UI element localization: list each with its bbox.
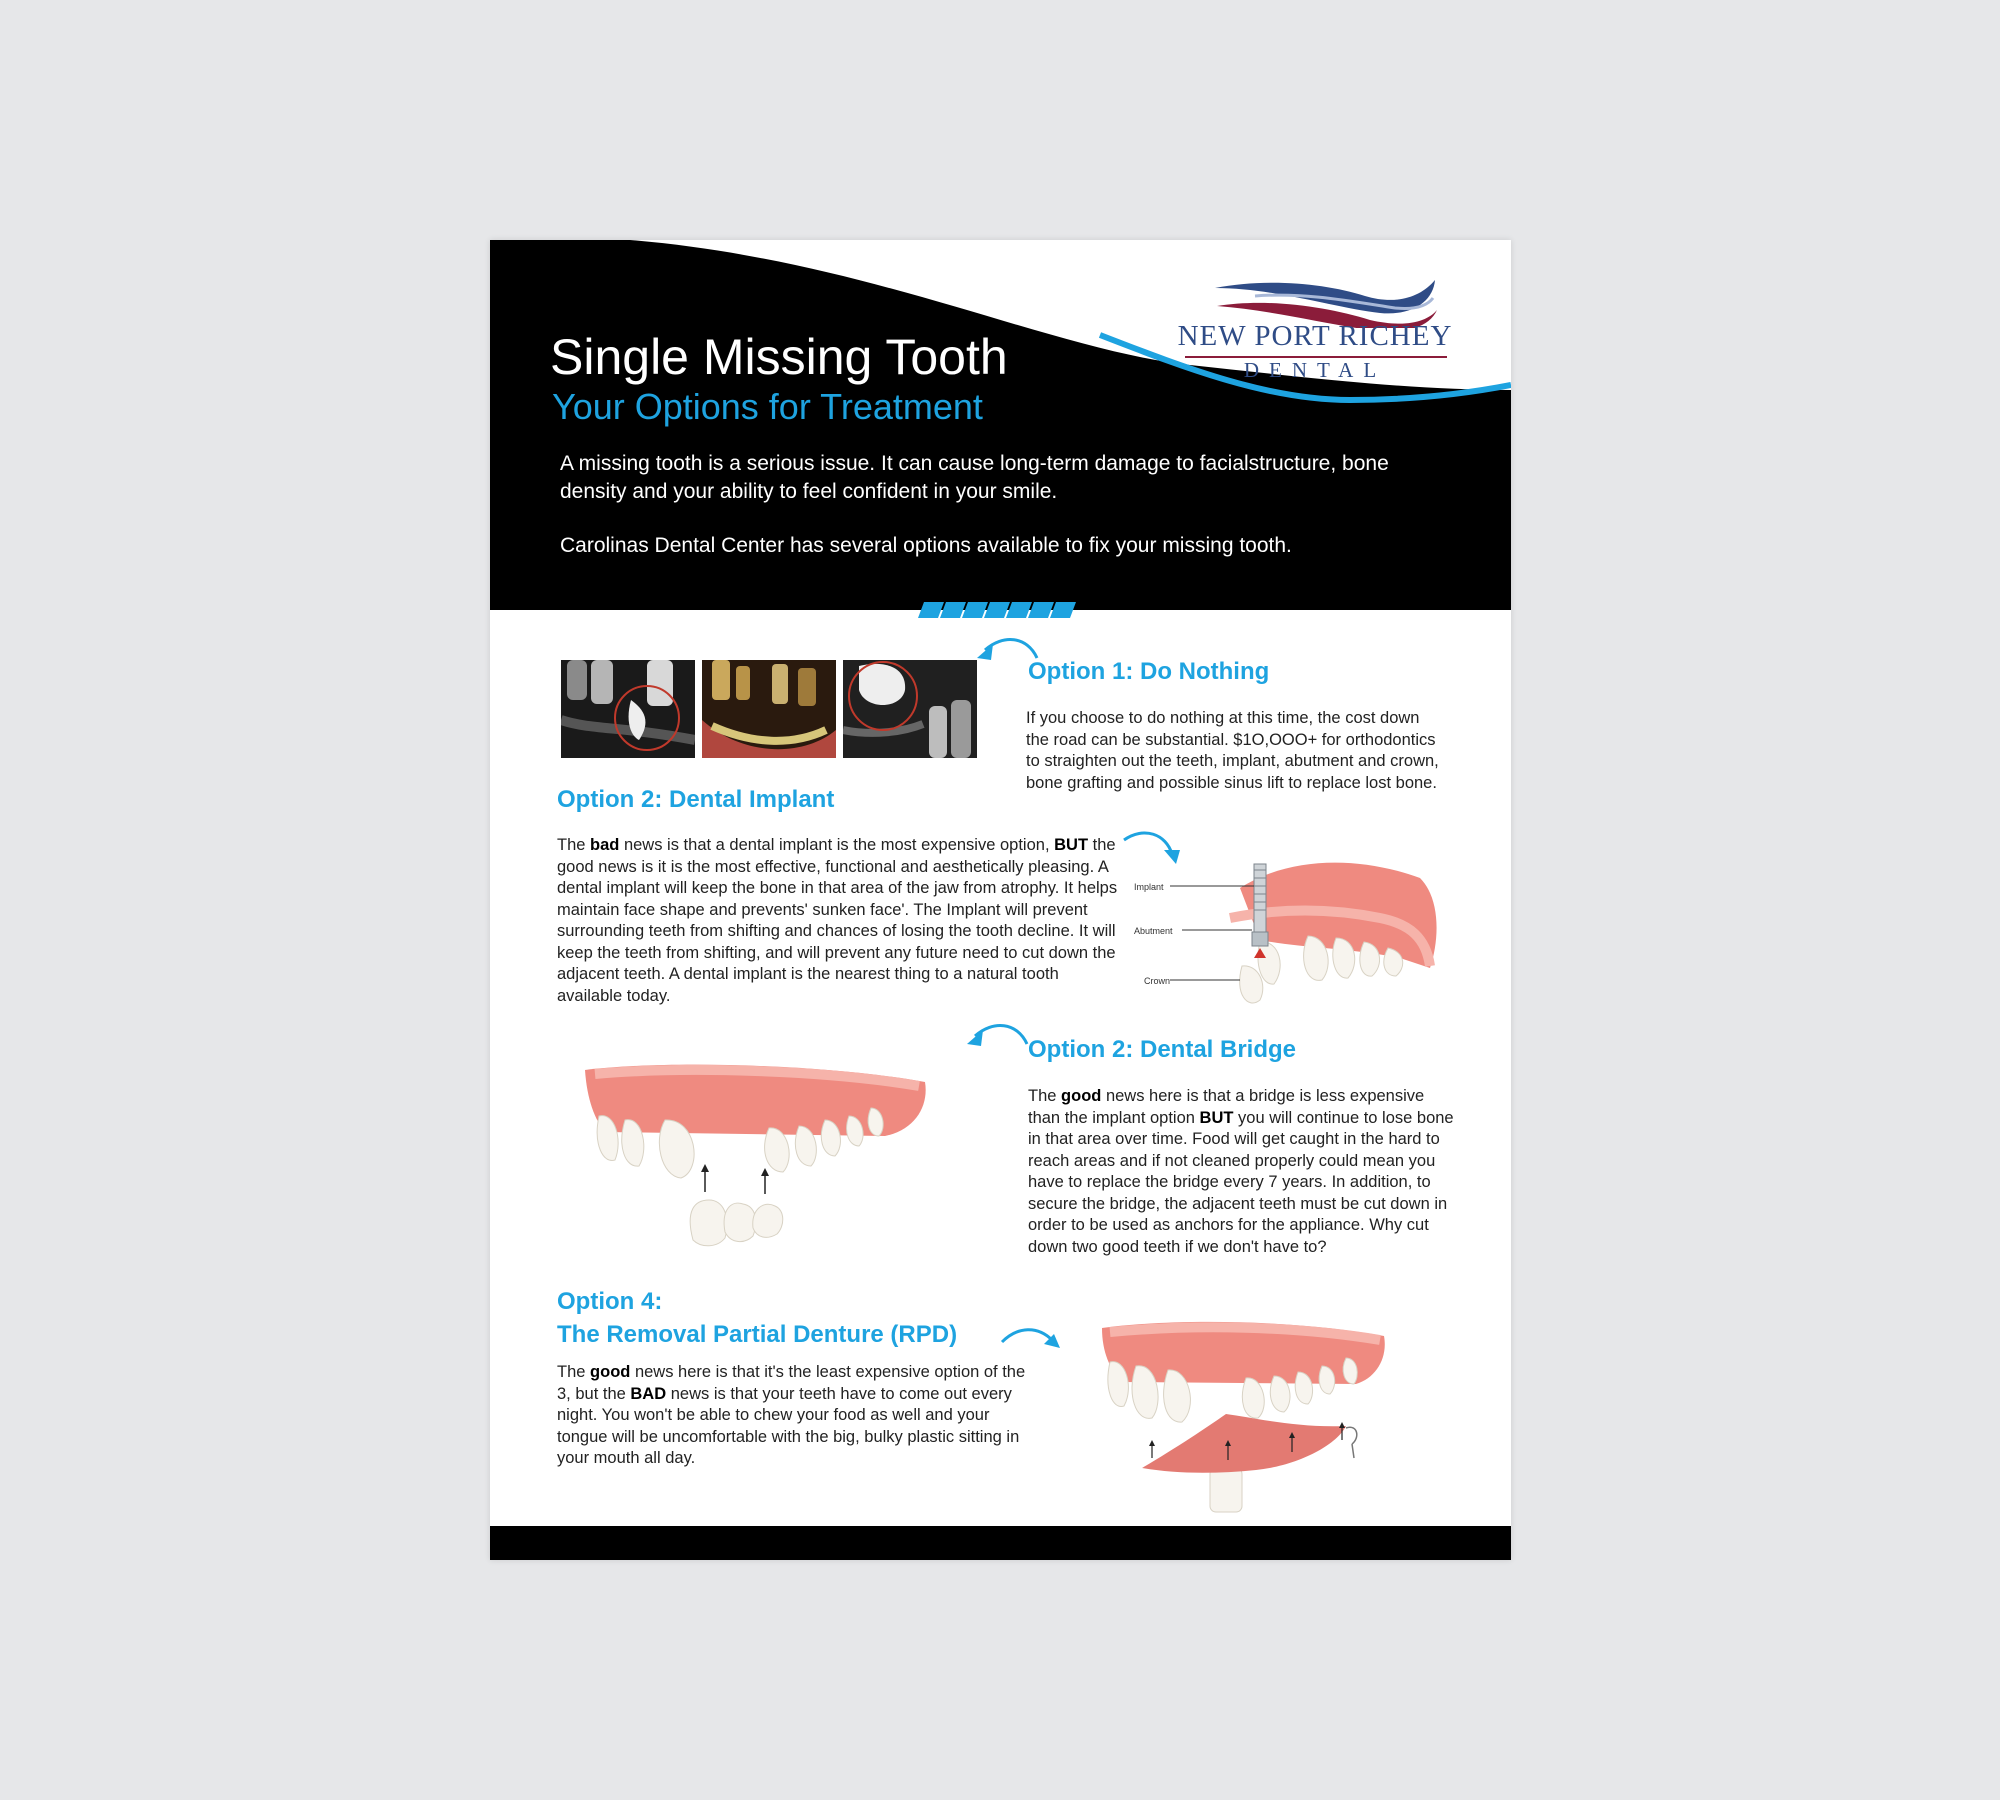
implant-illustration — [1130, 848, 1460, 1018]
intro-paragraph-1: A missing tooth is a serious issue. It can cause long-term damage to facialstructure, bone density and your ability to feel confident in your smile. — [560, 452, 1389, 503]
mouth-photo — [702, 660, 836, 758]
logo-swoosh-icon — [1155, 258, 1475, 328]
xray-image-1 — [561, 660, 695, 758]
curved-arrow-left-icon — [965, 1014, 1035, 1050]
xray-image-2 — [843, 660, 977, 758]
clinic-logo — [1155, 258, 1475, 382]
footer-bar — [490, 1526, 1511, 1560]
curved-arrow-right-icon — [998, 1322, 1064, 1352]
option-1-body: If you choose to do nothing at this time, the cost down the road can be substantial. $1O,OOO+ for orthodontics to straighten out the teeth, implant, abutment and crown, bone grafting and possible sinus lift to replace lost bone. — [1026, 709, 1439, 792]
option-2-body: The bad news is that a dental implant is the most expensive option, BUT the good news is it is the most effective, functional and aesthetically pleasing. A dental implant will keep the bone in that area of the jaw from atrophy. It helps maintain face shape and prevents' sunken face'. The Implant will prevent surrounding teeth from shifting and chances of losing the tooth decline. It will keep the teeth from shifting, and will prevent any future need to cut down the adjacent teeth. A dental implant is the nearest thing to a natural tooth available today. — [557, 836, 1118, 1005]
partial-denture-illustration — [1096, 1318, 1396, 1518]
option-2-heading: Option 2: Dental Implant — [557, 786, 835, 813]
label-implant: Implant — [1134, 882, 1164, 892]
option-4-body: The good news here is that it's the least expensive option of the 3, but the BAD news is that your teeth have to come out every night. You won't be able to chew your food as well and your tongue will be uncomfortable with the big, bulky plastic sitting in your mouth all day. — [557, 1363, 1026, 1467]
header — [490, 240, 1511, 610]
label-crown: Crown — [1144, 976, 1171, 986]
stripe-divider — [918, 602, 1088, 620]
option-4-heading-2: The Removal Partial Denture (RPD) — [557, 1321, 958, 1348]
page-subtitle: Your Options for Treatment — [552, 386, 983, 427]
bridge-illustration — [585, 1060, 930, 1260]
option-1-heading: Option 1: Do Nothing — [1028, 658, 1270, 685]
logo-subtitle: DENTAL — [1243, 358, 1387, 382]
page-title: Single Missing Tooth — [550, 329, 1008, 385]
option-4-heading-1: Option 4: — [557, 1288, 663, 1315]
option-3-heading: Option 2: Dental Bridge — [1028, 1036, 1297, 1063]
option-3-body: The good news here is that a bridge is less expensive than the implant option BUT you will continue to lose bone in that area over time. Food will get caught in the hard to reach areas and if not cleaned properly could mean you have to replace the bridge every 7 years. In addition, to secure the bridge, the adjacent teeth must be cut down in order to be used as anchors for the appliance. Why cut down two good teeth if we don't have to? — [1028, 1087, 1454, 1256]
label-abutment: Abutment — [1134, 926, 1173, 936]
flyer-page — [490, 240, 1511, 1560]
logo-name: NEW PORT RICHEY — [1177, 320, 1453, 352]
intro-paragraph-2: Carolinas Dental Center has several options available to fix your missing tooth. — [560, 534, 1292, 557]
